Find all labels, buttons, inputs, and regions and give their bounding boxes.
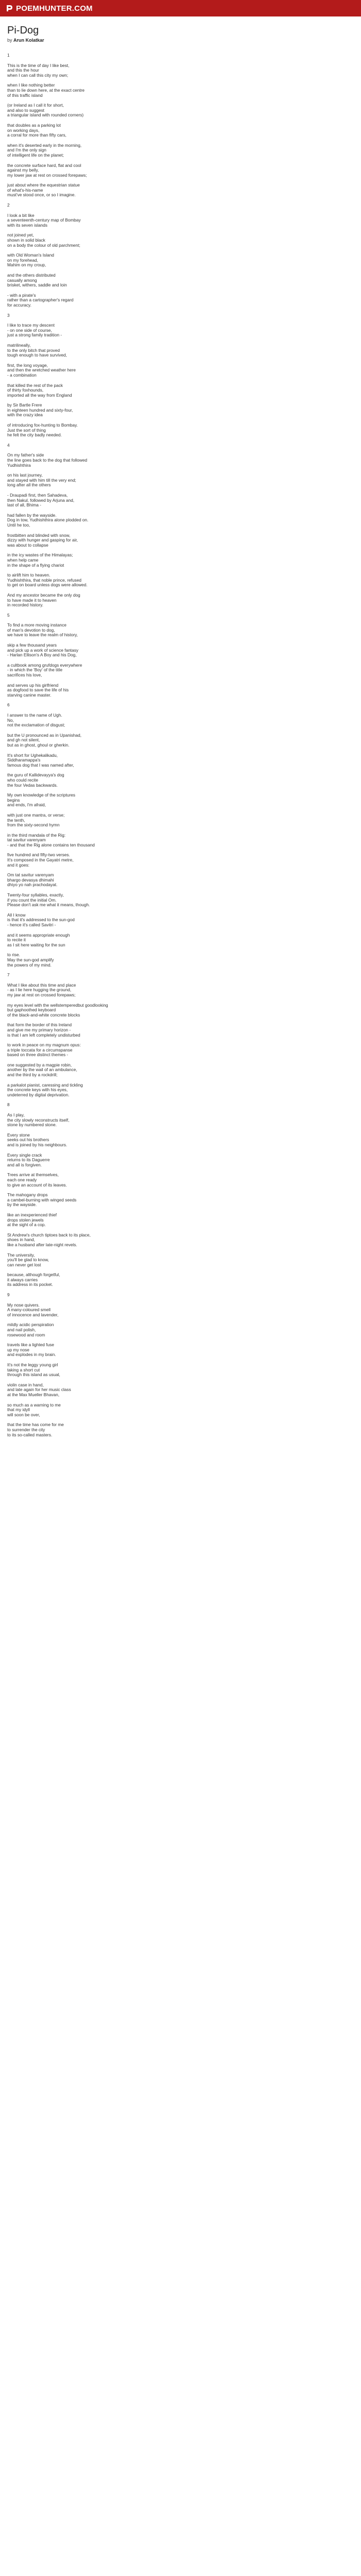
poem-line: of the black-and-white concrete blocks [7,1012,80,1018]
header-bar [0,0,361,16]
poem-line: last of all, Bhima - [7,502,41,508]
poem-line: and pick up a work of science fantasy [7,647,78,653]
stanza [7,473,275,488]
poem-line: - as I lie here hugging the ground, [7,987,72,993]
poem-line: if you count the initial Om. [7,897,57,903]
stanza [7,343,275,358]
stanza [7,443,275,448]
stanza [7,1422,275,1437]
stanza [7,1403,275,1418]
poem-line: imported all the way from England [7,392,72,398]
stanza [7,83,275,98]
poem-line: that doubles as a parking lot [7,122,61,128]
poem-line: when help came [7,557,39,563]
poem-line: long after all the others [7,482,51,488]
poem-line: 2 [7,202,10,208]
poem-title: Pi-Dog [7,25,39,36]
poem-line: when I can call this city my own; [7,72,69,78]
poem-line: It's composed in the Gayatri metre, [7,857,74,863]
poem-line: May the sun-god amplify [7,957,54,962]
poem-line: And my ancestor became the only dog [7,592,80,598]
stanza [7,733,275,748]
stanza [7,773,275,788]
poem-line: my lower jaw at rest on crossed forepaws; [7,172,87,178]
poem-line: by Sir Bartle Frere [7,402,42,408]
stanza [7,383,275,398]
stanza [7,163,275,178]
poem-line: My nose quivers. [7,1302,40,1308]
stanza [7,953,275,968]
stanza [7,663,275,678]
poem-line: a parkalot pianist, caressing and tickling [7,1082,83,1088]
stanza [7,553,275,568]
poem-line: you'll be glad to know, [7,1257,49,1263]
poem-line: and ends, I'm afraid, [7,802,46,808]
poem-line: shown in solid black [7,238,45,243]
poem-line: to its so-called masters. [7,1432,53,1437]
poem-line: The university, [7,1252,35,1258]
poem-line: This is the time of day I like best, [7,62,70,68]
stanza [7,1293,275,1298]
poem-line: first, the long voyage, [7,362,48,368]
poem-line: my eyes level with the wellstemperedbut goodlooking [7,1002,108,1008]
poem-line: on my forehead, [7,257,38,263]
poem-line: a corral for more than fifty cars, [7,132,67,138]
stanza [7,1253,275,1268]
poem-line: - a combination [7,372,37,378]
byline-prefix: by [7,38,12,43]
poem-line: by the wayside. [7,1202,37,1208]
stanza [7,313,275,318]
poem-line: Please don't ask me what it means, though. [7,902,90,908]
poem-line: What I like about this time and place [7,982,76,988]
stanza [7,1043,275,1058]
poem-line: the four Vedas backwards. [7,782,58,788]
stanza [7,623,275,638]
poem-line: we have to leave the realm of history, [7,632,78,638]
poem-line: to recite it [7,937,26,943]
stanza [7,253,275,268]
stanza [7,1323,275,1337]
poem-line: when it's deserted early in the morning, [7,142,82,148]
poem-line: mildly acidic perspiration [7,1322,54,1328]
poem-line: the concrete keys with his eyes, [7,1087,68,1093]
poem-line: brisket, withers, saddle and loin [7,282,67,288]
stanza [7,593,275,608]
poem-line: he felt the city badly needed. [7,432,62,438]
poem-line: violin case in hand, [7,1382,44,1387]
poem-line: dizzy with hunger and gasping for air, [7,537,78,543]
poem-line: to have made it to heaven [7,597,57,603]
poem-line: (or Ireland as I call it for short, [7,103,64,108]
poem-line: the powers of my mind. [7,962,52,968]
poem-line: and this the hour [7,67,39,73]
stanza [7,513,275,528]
poem-line: drops stolen jewels [7,1217,44,1223]
poem-line: Twenty-four syllables, exactly, [7,892,64,898]
poem-line: as dogfood to save the life of his [7,687,69,693]
poem-line: undeterred by digital deprivation. [7,1092,70,1097]
poem-line: to give an account of its leaves. [7,1182,67,1188]
poem-line: its address in its pocket. [7,1282,53,1287]
poem-line: with the crazy idea [7,412,43,418]
stanza [7,1213,275,1228]
poem-line: the concrete surface hard, flat and cool [7,162,81,168]
site-logo[interactable] [5,3,93,13]
poem-line: that form the border of this Ireland [7,1022,72,1028]
poem-line: not the exclamation of disgust; [7,722,65,728]
poem-line: was about to collapse [7,542,48,548]
poem-line: that the time has come for me [7,1422,64,1428]
poem-line: of man's devotion to dog, [7,627,55,633]
poem-line: up my nose [7,1347,29,1352]
stanza [7,1383,275,1398]
poem-line: a seventeenth-century map of Bombay [7,217,81,223]
stanza [7,1113,275,1128]
poem-line: like an inexperienced thief [7,1212,57,1217]
stanza [7,533,275,548]
poem-line: had fallen by the wayside. [7,512,57,518]
poem-line: 4 [7,442,10,448]
stanza [7,273,275,288]
poem-line: of intelligent life on the planet; [7,152,64,158]
poem-line: To find a more moving instance [7,622,67,628]
stanza [7,1273,275,1287]
stanza [7,1193,275,1208]
stanza [7,933,275,948]
poem-logo-icon [5,4,13,12]
byline [7,38,275,43]
stanza [7,643,275,658]
poem-line: that killed the rest of the pack [7,382,63,388]
poem-line: and late again for her music class [7,1387,71,1393]
poem-line: a triple toccata for a circumspanse [7,1047,73,1053]
poem-line: tough enough to have survived, [7,352,67,358]
poem-line: against my belly, [7,167,39,173]
poem-line: from the sixty-second hymn [7,822,60,828]
stanza [7,453,275,468]
poem-line: must've stood once, or so I imagine. [7,192,76,198]
poem-line: to airlift him to heaven. [7,572,51,578]
poem-line: so much as a warning to me [7,1402,61,1408]
poem-line: Yudhishthira [7,462,31,468]
poem-line: like a husband after late-night revels. [7,1242,77,1247]
poem-line: on his last journey, [7,472,43,478]
stanza [7,833,275,848]
poem-line: and the third by a rockdrill; [7,1072,58,1078]
poem-line: stone by numbered stone. [7,1122,57,1128]
poem-line: Every single crack [7,1152,42,1158]
poem-line: than to lie down here, at the exact centre [7,87,85,93]
poem-line: one suggested by a magpie robin, [7,1062,72,1067]
poem-line: of thirty foxhounds, [7,387,44,393]
poem-line: each one ready [7,1177,37,1182]
poem-line: a cultbook among grufdogs everywhere [7,662,83,668]
poem-line: returns to its Daguerre [7,1157,50,1163]
poem-line: of introducing fox-hunting to Bombay. [7,422,78,428]
poem-line: 9 [7,1292,10,1298]
stanza [7,913,275,928]
stanza [7,233,275,248]
poem-line: Until he too, [7,522,30,528]
poem-line: 5 [7,612,10,618]
poem-line: can never get lost [7,1262,41,1267]
poem-line: just a strong family tradition - [7,332,62,338]
poem-line: to surrender the city [7,1427,45,1432]
poem-line: the guru of Kallidevayya's dog [7,772,64,778]
stanza [7,793,275,808]
poem-line: the tenth, [7,817,25,823]
poem-line: when I like nothing better [7,82,55,88]
poem-line: taking a short cut [7,1367,40,1372]
stanza [7,293,275,308]
stanza [7,323,275,338]
poem-line: shoes in hand, [7,1237,35,1243]
poem-line: but as in ghost, ghoul or gherkin. [7,742,70,748]
poem-line: Mahim on my croup, [7,262,46,268]
stanza [7,103,275,118]
poem-line: frostbitten and blinded with snow, [7,532,71,538]
poem-line: bhargo devasya dhimahi [7,877,54,883]
stanza [7,143,275,158]
poem-line: for accuracy. [7,302,31,308]
stanza [7,1153,275,1168]
poem-line: on a body the colour of old parchment; [7,242,80,248]
stanza [7,573,275,588]
poem-line: - and that the Rig alone contains ten thousand [7,842,95,848]
poem-line: Trees arrive at themselves, [7,1172,59,1178]
poem-line: but gaphoothed keyboard [7,1007,56,1013]
poem-line: and then the wretched weather here [7,367,76,373]
stanza [7,1303,275,1318]
poem-line: in eighteen hundred and sixty-four, [7,407,73,413]
poem-line: because, although forgetful, [7,1272,60,1278]
poem-line: in the shape of a flying chariot [7,562,64,568]
poem-line: and is joined by his neighbours. [7,1142,68,1147]
poem-line: and nail polish, [7,1327,36,1333]
poem-line: 3 [7,312,10,318]
poem-line: Dog in tow, Yudhishthira alone plodded on. [7,517,89,523]
poem-line: As I play, [7,1112,25,1118]
poem-line: I like to trace my descent [7,323,55,328]
poem-line: and serves up his girlfriend [7,682,59,688]
stanza [7,213,275,228]
poem-line: tat savitur varenyam [7,837,46,843]
poem-line: and also to suggest [7,107,44,113]
poem-line: that my idyll [7,1407,30,1413]
stanza [7,1233,275,1248]
poem-line: On my father's side [7,452,44,458]
poem-line: - Draupadi first, then Sahadeva, [7,493,68,498]
stanza [7,1133,275,1148]
poem-line: with Old Woman's Island [7,252,54,258]
poem-line: and I'm the only sign [7,147,46,153]
poem-line: All I know [7,912,26,918]
poem-line: of what's-his-name [7,187,43,193]
poem-line: and it goes: [7,862,29,868]
poem-line: in the icy wastes of the Himalayas; [7,552,73,558]
poem-line: No, [7,717,14,723]
poem-line: casually among [7,277,37,283]
stanza [7,713,275,728]
poem-line: begins [7,797,20,803]
poem-line: then Nakul, followed by Arjuna and, [7,497,75,503]
poem-line: A many-coloured smell [7,1307,51,1313]
poem-line: and the others distributed [7,273,56,278]
poem-line: at the Max Mueller Bhavan, [7,1392,59,1397]
stanza [7,203,275,208]
poem-line: matrilineally, [7,342,31,348]
poem-line: based on three distinct themes - [7,1052,69,1058]
stanza [7,703,275,708]
stanza [7,1023,275,1038]
poem-line: Om tat savitur varenyam [7,872,54,878]
poem-line: on working days, [7,127,40,133]
poem-line: famous dog that I was named after, [7,762,74,768]
poem-line: travels like a lighted fuse [7,1342,54,1348]
poem-line: I look a bit like [7,212,35,218]
stanza [7,1103,275,1108]
poem-line: five hundred and fifty-two verses. [7,852,70,858]
poem-line: and it seems appropriate enough [7,932,70,938]
poem-line: through this island as usual, [7,1372,60,1378]
stanza [7,363,275,378]
stanza [7,493,275,508]
poem-line: skip a few thousand years [7,642,57,648]
poem-line: starving canine master. [7,692,52,698]
poem-line: - in which the 'Boy' of the title [7,667,62,673]
poem-line: 7 [7,972,10,978]
poem-line: not joined yet, [7,232,34,238]
stanza [7,53,275,58]
poem-line: rosewood and room [7,1332,45,1337]
poem-line: 1 [7,53,10,58]
poem-line: 8 [7,1102,10,1108]
poem-line: My own knowledge of the scriptures [7,792,75,798]
stanza [7,873,275,888]
poem-line: and all is forgiven. [7,1162,42,1167]
poem-line: The mahogany drops [7,1192,48,1198]
poem-line: to the only bitch that proved [7,347,60,353]
poem-line: is that it's addressed to the sun-god [7,917,75,923]
poem-line: and gh not silent, [7,737,40,743]
poem-line: in recorded history. [7,602,43,608]
stanza [7,1173,275,1188]
poem-line: I answer to the name of Ugh. [7,713,62,718]
poem-line: a triangular island with rounded corners) [7,112,84,118]
poem-line: in the third mandala of the Rig: [7,832,65,838]
poem-line: and stayed with him till the very end; [7,477,76,483]
poem-line: is that I am left completely undisturbed [7,1032,80,1038]
poem-line: as I sit here waiting for the sun [7,942,65,947]
poem-line: at the sight of a cop. [7,1222,46,1228]
poem-line: It's not the leggy young girl [7,1362,58,1367]
poem-line: but the U pronounced as in Upanishad, [7,732,81,738]
poem-line: - with a pirate's [7,292,36,298]
poem-line: seeks out his brothers [7,1137,50,1143]
poem-line: with just one mantra, or verse; [7,812,65,818]
poem-line: will soon be over, [7,1412,40,1417]
poem-line: my jaw at rest on crossed forepaws; [7,992,76,997]
stanza [7,753,275,768]
poem-line: just about where the equestrian statue [7,182,80,188]
poem-line: of this traffic island [7,92,43,98]
poem-line: and explodes in my brain. [7,1352,56,1358]
stanza [7,893,275,908]
poem-body [7,53,275,1437]
stanza [7,63,275,78]
poem-line: Every stone [7,1132,30,1138]
poem-line: the city slowly reconstructs itself, [7,1117,70,1123]
poem-line: 6 [7,702,10,708]
poem-line: and give me my primary horizon - [7,1027,71,1032]
stanza [7,973,275,978]
poem-line: rather than a cartographer's regard [7,297,74,303]
stanza [7,683,275,698]
poem-line: to rise. [7,952,20,958]
poem-line: sacrifices his love, [7,672,42,678]
poem-line: of innocence and lavender, [7,1312,59,1317]
poem-line: who could recite [7,777,38,783]
poem-line: with its seven islands [7,222,47,228]
stanza [7,423,275,438]
poem-line: - on one side of course, [7,327,52,333]
stanza [7,1003,275,1018]
stanza [7,1343,275,1358]
poem-line: - Harlan Ellison's A Boy and his Dog, [7,652,77,658]
poem-line: - hence it's called Savitri - [7,922,56,927]
author-link[interactable]: Arun Kolatkar [13,38,44,43]
poem-line: to get on board unless dogs were allowed. [7,582,88,588]
stanza [7,813,275,828]
stanza [7,123,275,138]
poem-line: Yudhishthira, that noble prince, refused [7,577,81,583]
poem-line: it always carries [7,1277,38,1282]
poem-line: Just the sort of thing [7,427,46,433]
poem-line: St Andrew's church tiptoes back to its place, [7,1232,91,1238]
stanza [7,1363,275,1378]
stanza [7,983,275,998]
site-logo-text: POEMHUNTER.COM [16,4,93,13]
stanza [7,613,275,618]
poem-line: another by the wail of an ambulance, [7,1067,77,1073]
stanza [7,403,275,418]
poem-content [7,21,275,1443]
stanza [7,1063,275,1078]
poem-line: the line goes back to the dog that followed [7,457,87,463]
stanza [7,853,275,868]
poem-line: It's short for Ughekalikadu, [7,752,58,758]
poem-line: Siddharamappa's [7,757,41,763]
poem-line: dhiyo yo nah prachodayat. [7,882,58,888]
poem-line: to work in peace on my magnum opus: [7,1042,81,1048]
poem-line: a cambel-burning with winged seeds [7,1197,77,1202]
stanza [7,1083,275,1098]
stanza [7,183,275,198]
